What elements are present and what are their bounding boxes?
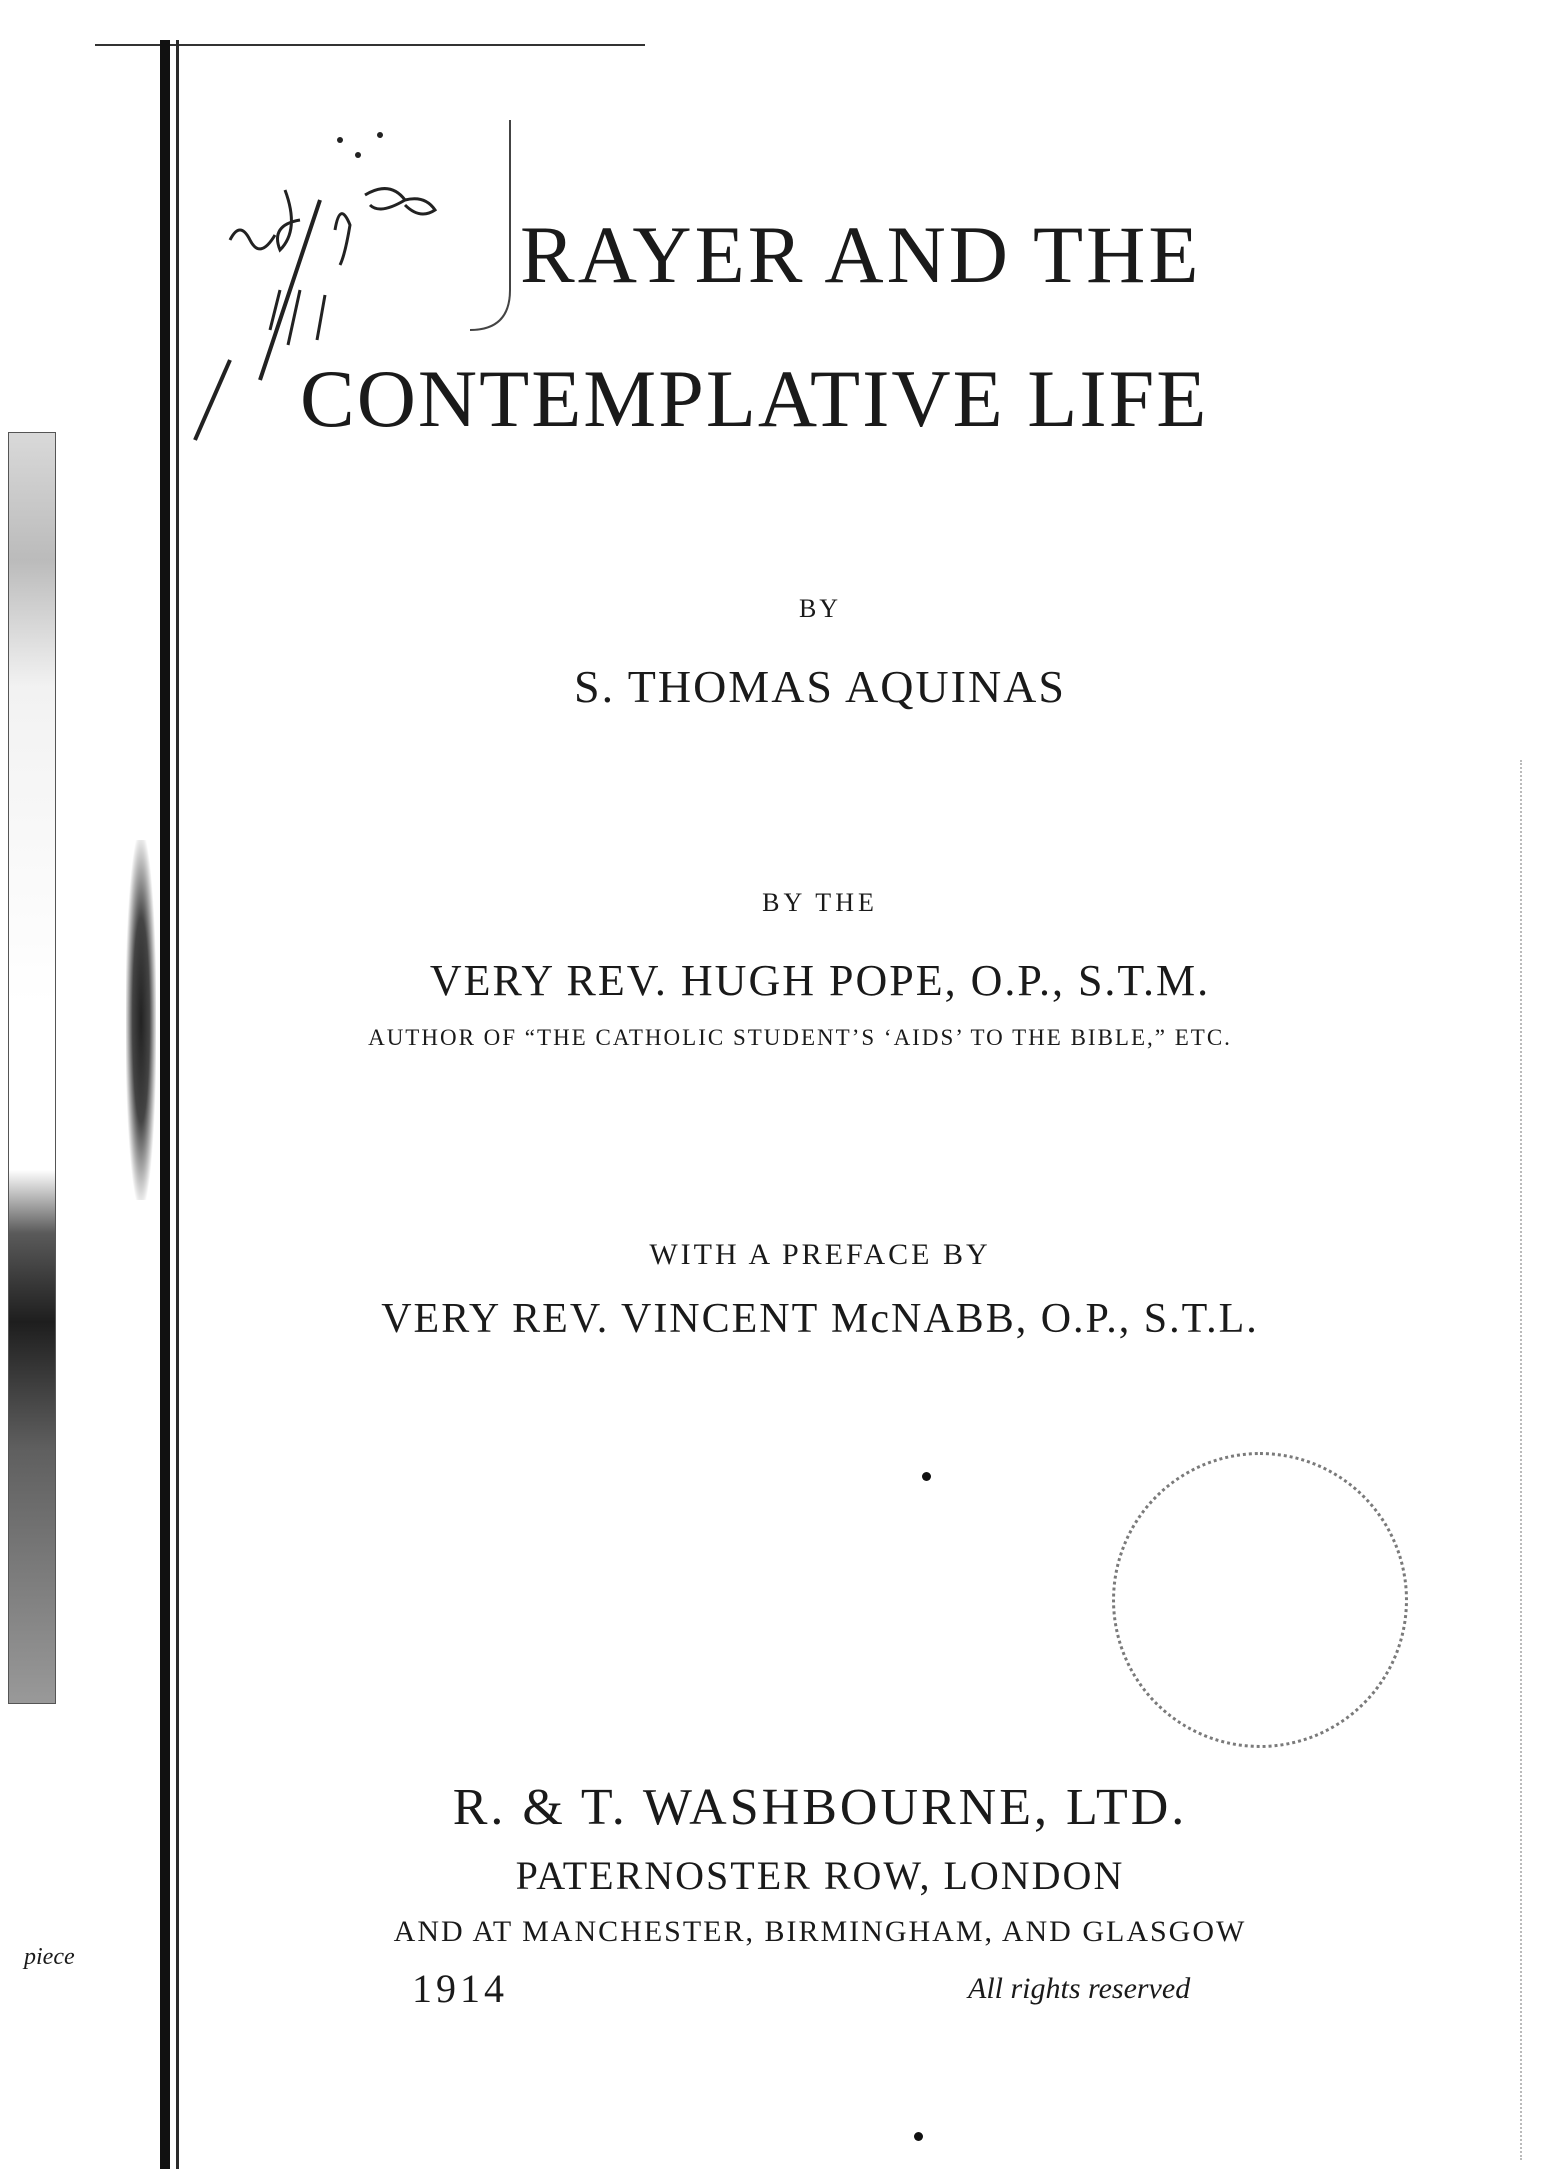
translator-name: VERY REV. HUGH POPE, O.P., S.T.M. bbox=[429, 956, 1211, 1005]
speck bbox=[914, 2132, 923, 2141]
speck bbox=[922, 1472, 931, 1481]
by-label: BY bbox=[798, 594, 842, 623]
translator-by-label: BY THE bbox=[762, 888, 878, 917]
binding-spine-line bbox=[176, 40, 179, 2169]
title-line-2: CONTEMPLATIVE LIFE bbox=[300, 353, 1209, 444]
right-page-edge bbox=[1520, 760, 1524, 2160]
publisher-name: R. & T. WASHBOURNE, LTD. bbox=[452, 1779, 1188, 1836]
publication-year: 1914 bbox=[412, 1966, 508, 2011]
publisher-branches: AND AT MANCHESTER, BIRMINGHAM, AND GLASGOW bbox=[393, 1915, 1247, 1948]
preface-author: VERY REV. VINCENT McNABB, O.P., S.T.L. bbox=[381, 1296, 1259, 1342]
author-name: S. THOMAS AQUINAS bbox=[574, 661, 1066, 712]
library-stamp bbox=[1112, 1452, 1408, 1748]
facing-page-strip bbox=[8, 432, 56, 1704]
binding-spine-shadow bbox=[160, 40, 170, 2169]
ink-blot bbox=[126, 840, 156, 1200]
preface-label: WITH A PREFACE BY bbox=[649, 1238, 991, 1271]
facing-page-margin-note: piece bbox=[24, 1944, 75, 1970]
translator-credit: AUTHOR OF “THE CATHOLIC STUDENT’S ‘AIDS’ TO THE BIBLE,” ETC. bbox=[368, 1025, 1232, 1050]
rights-notice: All rights reserved bbox=[968, 1972, 1191, 2005]
title-line-1: RAYER AND THE bbox=[520, 209, 1202, 300]
publisher-address: PATERNOSTER ROW, LONDON bbox=[515, 1853, 1125, 1898]
